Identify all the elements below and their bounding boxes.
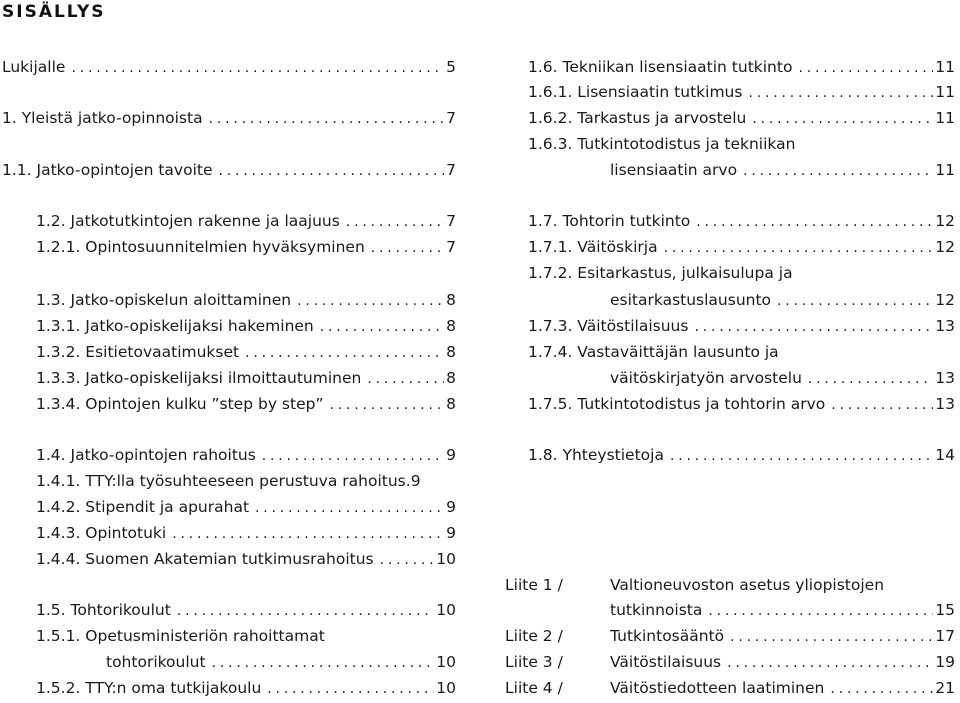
toc-entry: 1.4.3. Opintotuki ..... 9 bbox=[36, 521, 456, 545]
toc-entry: 1.4. Jatko-opintojen rahoitus ..... 9 bbox=[36, 443, 456, 467]
toc-entry: 1.5.2. TTY:n oma tutkijakoulu ..... 10 bbox=[36, 676, 456, 700]
toc-entry: 1.3.2. Esitietovaatimukset ..... 8 bbox=[36, 340, 456, 364]
toc-entry: 1.4.1. TTY:lla työsuhteeseen perustuva rahoitus.9 bbox=[36, 472, 421, 490]
appendix-id: Liite 1 / bbox=[505, 576, 563, 594]
toc-entry: 1.6.3. Tutkintotodistus ja tekniikan bbox=[528, 135, 796, 153]
toc-entry: Lukijalle ..... 5 bbox=[2, 55, 456, 79]
toc-entry: 1.5. Tohtorikoulut ..... 10 bbox=[36, 598, 456, 622]
appendix-id: Liite 3 / bbox=[505, 653, 563, 671]
appendix-entry: Väitöstilaisuus ..... 19 bbox=[610, 650, 955, 674]
appendix-entry: Tutkintosääntö ..... 17 bbox=[610, 624, 955, 648]
toc-entry: 1.4.4. Suomen Akatemian tutkimusrahoitus ..... 10 bbox=[36, 547, 456, 571]
toc-entry: 1.4.2. Stipendit ja apurahat ..... 9 bbox=[36, 495, 456, 519]
toc-entry: 1.7.4. Vastaväittäjän lausunto ja bbox=[528, 343, 779, 361]
toc-entry: 1.2. Jatkotutkintojen rakenne ja laajuus ..... 7 bbox=[36, 209, 456, 233]
appendix-entry: Väitöstiedotteen laatiminen ..... 21 bbox=[610, 676, 955, 700]
toc-entry: 1.3. Jatko-opiskelun aloittaminen ..... 8 bbox=[36, 288, 456, 312]
appendix-id: Liite 4 / bbox=[505, 679, 563, 697]
toc-entry: 1.3.1. Jatko-opiskelijaksi hakeminen ..... 8 bbox=[36, 314, 456, 338]
toc-entry: 1. Yleistä jatko-opinnoista ..... 7 bbox=[2, 106, 456, 130]
appendix-entry: tutkinnoista ..... 15 bbox=[610, 598, 955, 622]
toc-entry: 1.8. Yhteystietoja ..... 14 bbox=[528, 443, 955, 467]
toc-entry: 1.3.4. Opintojen kulku ”step by step” ..... 8 bbox=[36, 392, 456, 416]
appendix-id: Liite 2 / bbox=[505, 627, 563, 645]
appendix-title: Valtioneuvoston asetus yliopistojen bbox=[610, 576, 885, 594]
toc-entry: 1.6.1. Lisensiaatin tutkimus ..... 11 bbox=[528, 80, 955, 104]
toc-entry: 1.2.1. Opintosuunnitelmien hyväksyminen ..... 7 bbox=[36, 235, 456, 259]
toc-entry: 1.6.2. Tarkastus ja arvostelu ..... 11 bbox=[528, 106, 955, 130]
toc-entry: esitarkastuslausunto ..... 12 bbox=[610, 288, 955, 312]
toc-entry: 1.5.1. Opetusministeriön rahoittamat bbox=[36, 627, 325, 645]
toc-entry: väitöskirjatyön arvostelu ..... 13 bbox=[610, 366, 955, 390]
toc-entry: 1.7.3. Väitöstilaisuus ..... 13 bbox=[528, 314, 955, 338]
toc-entry: 1.3.3. Jatko-opiskelijaksi ilmoittautuminen ..... 8 bbox=[36, 366, 456, 390]
page-title: SISÄLLYS bbox=[2, 2, 106, 22]
toc-entry: 1.1. Jatko-opintojen tavoite ..... 7 bbox=[2, 158, 456, 182]
toc-entry: tohtorikoulut ..... 10 bbox=[106, 650, 456, 674]
toc-entry: 1.7. Tohtorin tutkinto ..... 12 bbox=[528, 209, 955, 233]
toc-entry: lisensiaatin arvo ..... 11 bbox=[610, 158, 955, 182]
toc-entry: 1.7.5. Tutkintotodistus ja tohtorin arvo ..... 13 bbox=[528, 392, 955, 416]
toc-entry: 1.7.2. Esitarkastus, julkaisulupa ja bbox=[528, 264, 793, 282]
toc-entry: 1.7.1. Väitöskirja ..... 12 bbox=[528, 235, 955, 259]
toc-entry: 1.6. Tekniikan lisensiaatin tutkinto ..... 11 bbox=[528, 55, 955, 79]
